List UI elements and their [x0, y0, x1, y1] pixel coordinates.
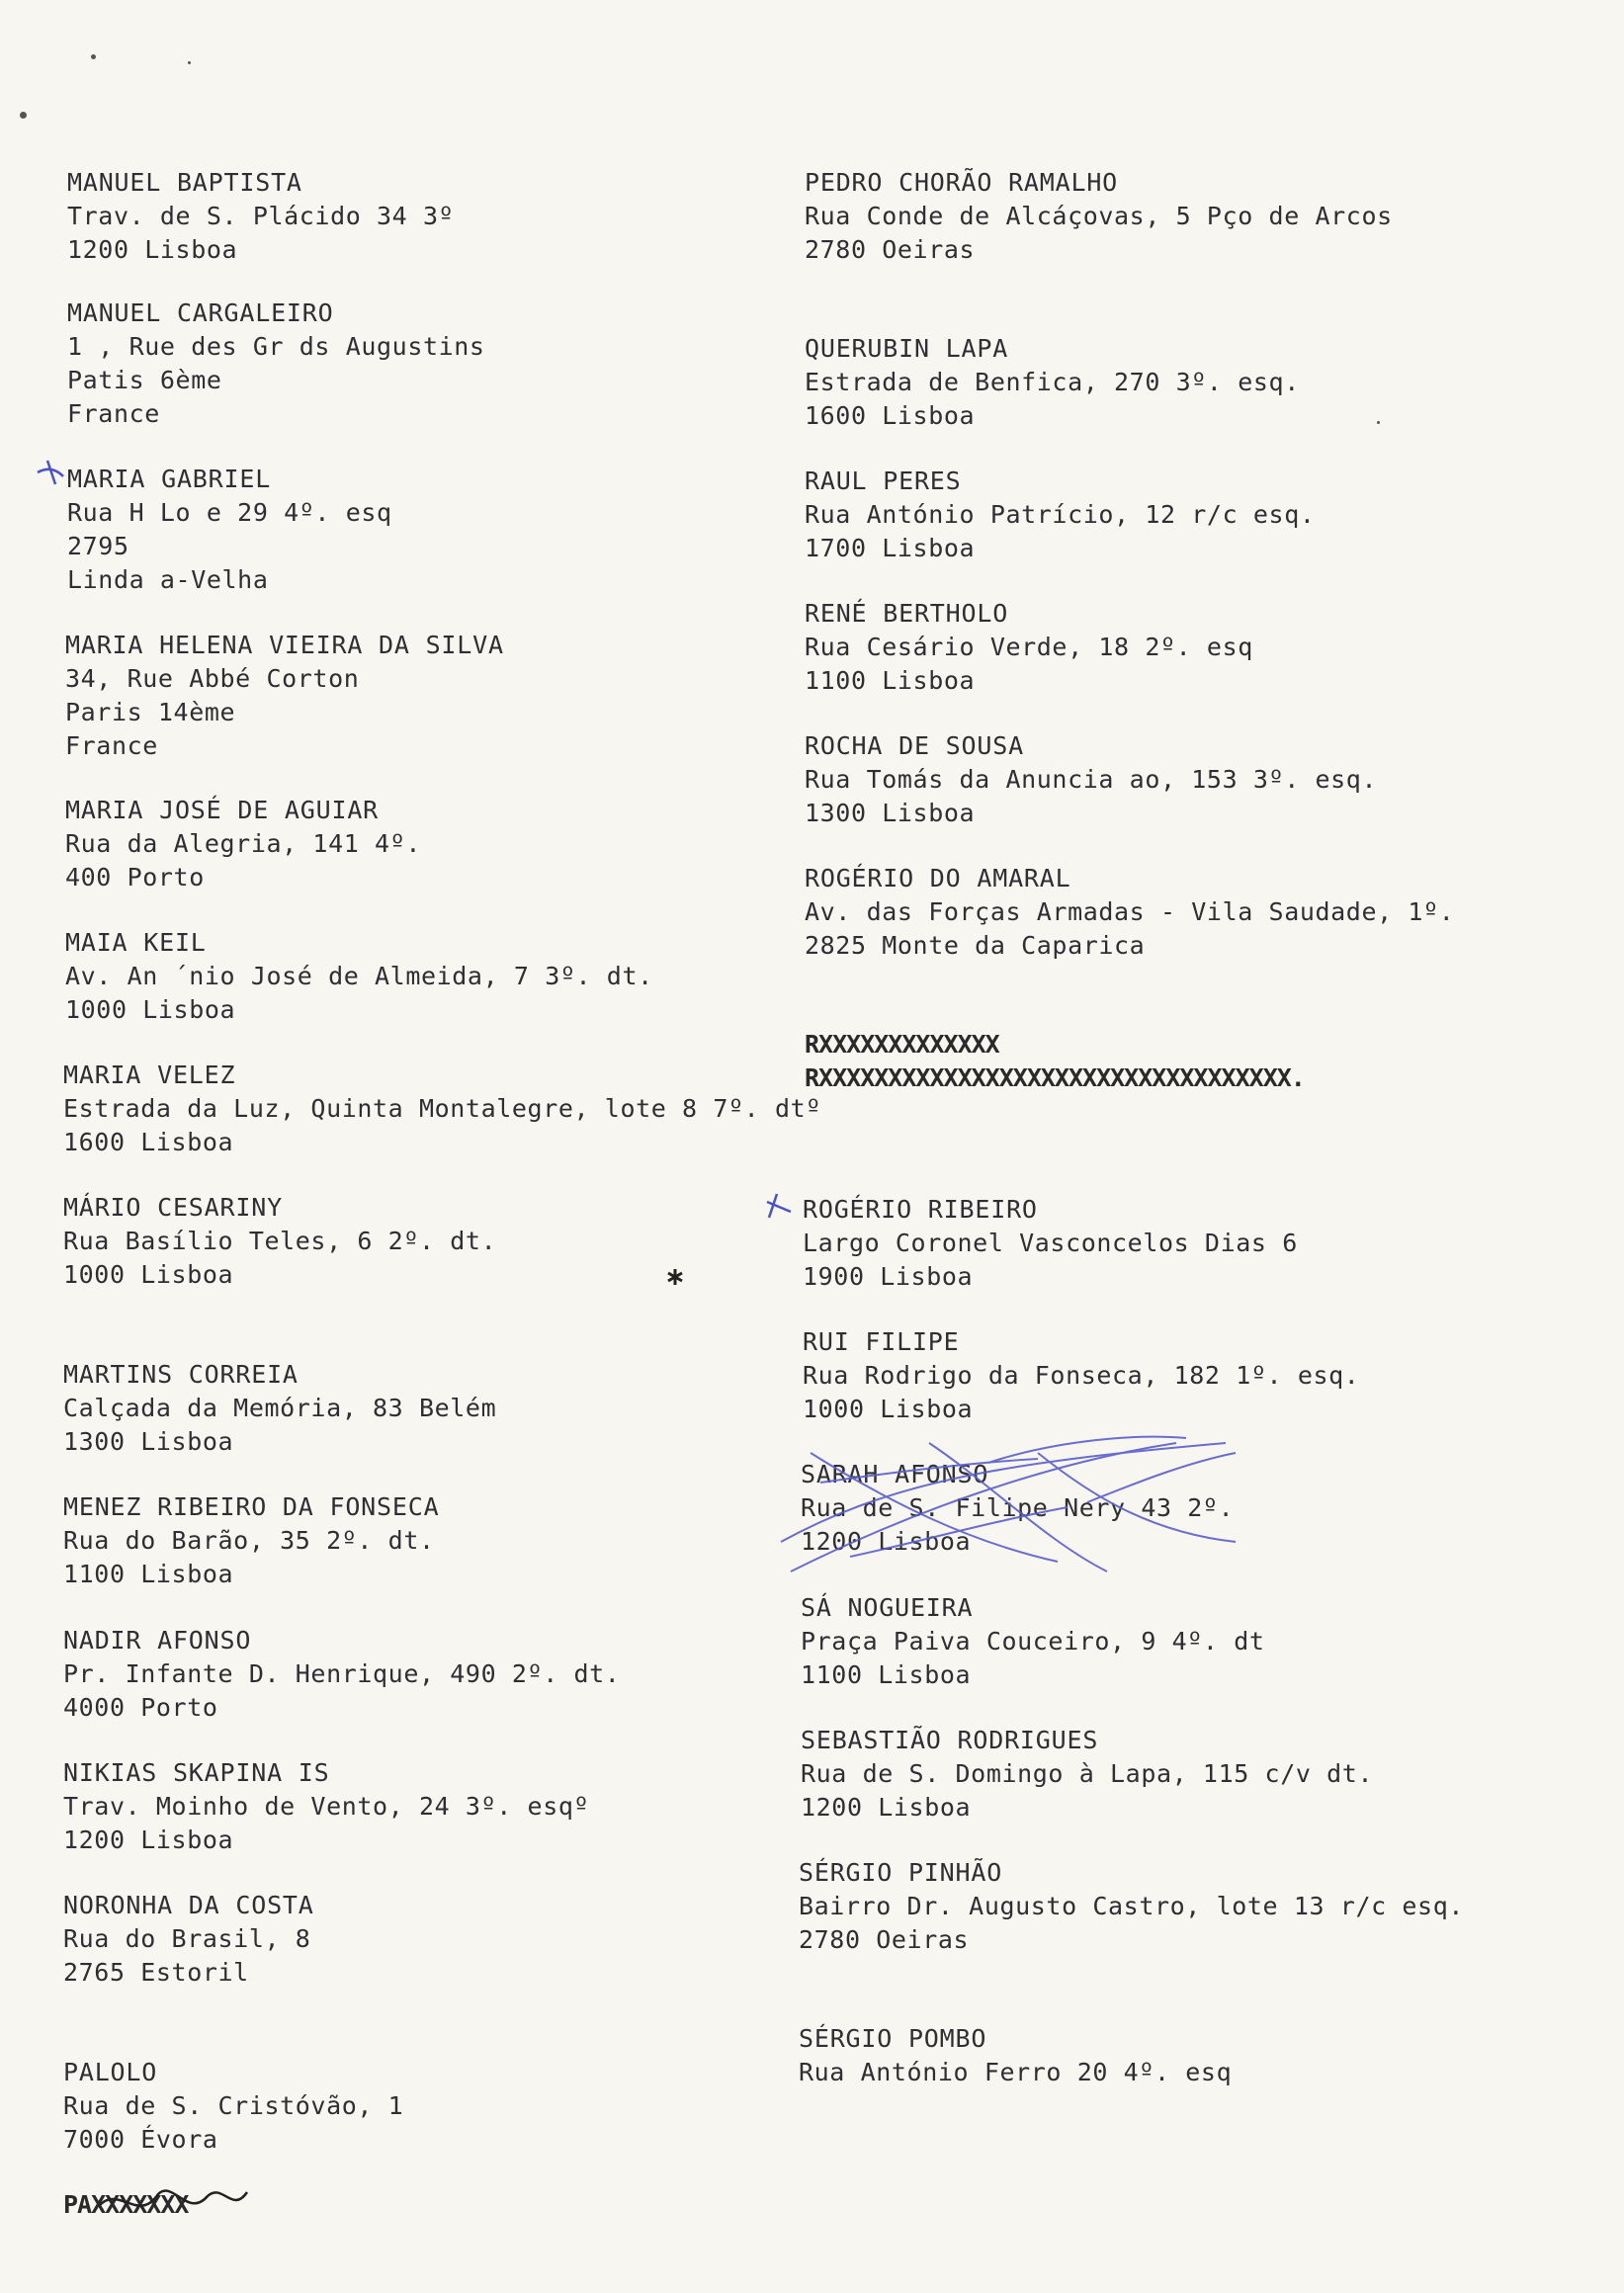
entry-address-line: 1600 Lisboa	[805, 401, 976, 430]
entry-address-line: 1200 Lisboa	[801, 1793, 972, 1822]
entry-address-line: Rua Rodrigo da Fonseca, 182 1º. esq.	[803, 1361, 1360, 1390]
entry-name: MARIA GABRIEL	[67, 465, 272, 493]
entry-address-line: Rua de S. Filipe Nery 43 2º.	[801, 1493, 1235, 1522]
entry-name: MARTINS CORREIA	[63, 1360, 299, 1389]
entry-name: NORONHA DA COSTA	[63, 1891, 314, 1919]
struck-out-name: RXXXXXXXXXXXXX	[805, 1030, 999, 1059]
entry-address-line: 2795	[67, 532, 129, 560]
entry-nadir-afonso	[63, 1624, 620, 1725]
entry-sa-nogueira	[801, 1591, 1265, 1692]
entry-address-line: Calçada da Memória, 83 Belém	[63, 1394, 497, 1422]
paper-speck	[1377, 421, 1380, 424]
entry-menez-ribeiro-da-fonseca	[63, 1490, 439, 1591]
entry-address-line: Rua de S. Domingo à Lapa, 115 c/v dt.	[801, 1759, 1374, 1788]
tick-mark-icon	[767, 1194, 791, 1218]
entry-querubin-lapa	[805, 332, 1300, 433]
entry-name: ROGÉRIO RIBEIRO	[803, 1195, 1038, 1224]
entry-palolo	[63, 2056, 403, 2157]
entry-name: RAUL PERES	[805, 467, 962, 495]
entry-address-line: 1100 Lisboa	[801, 1660, 972, 1689]
entry-name: ROCHA DE SOUSA	[805, 731, 1024, 760]
entry-address-line: 1900 Lisboa	[803, 1262, 974, 1291]
entry-name: MANUEL CARGALEIRO	[67, 298, 334, 327]
entry-rui-filipe	[803, 1325, 1359, 1426]
entry-address-line: 1300 Lisboa	[63, 1427, 234, 1456]
entry-rocha-de-sousa	[805, 729, 1377, 830]
entry-address-line: 2825 Monte da Caparica	[805, 931, 1146, 960]
entry-name: MENEZ RIBEIRO DA FONSECA	[63, 1492, 440, 1521]
entry-address-line: Rua da Alegria, 141 4º.	[65, 829, 421, 858]
entry-address-line: 1700 Lisboa	[805, 534, 976, 562]
entry-address-line: Rua António Ferro 20 4º. esq	[799, 2058, 1233, 2086]
entry-name: RENÉ BERTHOLO	[805, 599, 1009, 628]
entry-address-line: Trav. de S. Plácido 34 3º	[67, 202, 455, 230]
asterisk-icon	[668, 1269, 682, 1285]
entry-name: MANUEL BAPTISTA	[67, 168, 302, 197]
entry-raul-peres	[805, 465, 1316, 565]
entry-name: SARAH AFONSO	[801, 1460, 989, 1488]
entry-address-line: Linda a-Velha	[67, 565, 269, 594]
entry-address-line: France	[65, 731, 158, 760]
entry-address-line: Rua do Barão, 35 2º. dt.	[63, 1526, 435, 1555]
entry-name: MARIA VELEZ	[63, 1061, 236, 1089]
tick-mark-icon	[38, 461, 63, 484]
entry-address-line: 1600 Lisboa	[63, 1128, 234, 1156]
entry-address-line: Pr. Infante D. Henrique, 490 2º. dt.	[63, 1659, 621, 1688]
paper-speck	[20, 112, 27, 119]
entry-martins-correia	[63, 1358, 496, 1459]
entry-address-line: 1200 Lisboa	[801, 1527, 972, 1556]
entry-address-line: Rua de S. Cristóvão, 1	[63, 2091, 404, 2120]
entry-maria-gabriel	[67, 463, 392, 597]
entry-address-line: 1100 Lisboa	[63, 1560, 234, 1588]
entry-rogerio-do-amaral	[805, 862, 1454, 963]
entry-maria-helena-vieira-da-silva	[65, 629, 504, 763]
entry-address-line: 1000 Lisboa	[65, 995, 236, 1024]
entry-address-line: Rua Cesário Verde, 18 2º. esq	[805, 633, 1253, 661]
entry-address-line: 7000 Évora	[63, 2125, 218, 2154]
entry-address-line: 1000 Lisboa	[63, 1260, 234, 1289]
paper-speck	[188, 61, 191, 64]
entry-name: MARIA HELENA VIEIRA DA SILVA	[65, 631, 504, 659]
entry-address-line: Rua H Lo e 29 4º. esq	[67, 498, 392, 527]
entry-manuel-cargaleiro	[67, 297, 485, 431]
entry-name: SÉRGIO PINHÃO	[799, 1858, 1003, 1887]
struck-out-entry	[805, 1028, 1305, 1095]
entry-sebastiao-rodrigues	[801, 1724, 1373, 1825]
entry-name: PEDRO CHORÃO RAMALHO	[805, 168, 1119, 197]
entry-address-line: Av. An ´nio José de Almeida, 7 3º. dt.	[65, 962, 653, 990]
entry-name: NIKIAS SKAPINA IS	[63, 1758, 330, 1787]
entry-name: QUERUBIN LAPA	[805, 334, 1009, 363]
entry-manuel-baptista	[67, 166, 454, 267]
entry-address-line: Rua Basílio Teles, 6 2º. dt.	[63, 1227, 497, 1255]
entry-address-line: Rua Conde de Alcáçovas, 5 Pço de Arcos	[805, 202, 1393, 230]
entry-maria-jose-de-aguiar	[65, 794, 421, 894]
entry-address-line: 2780 Oeiras	[805, 235, 976, 264]
entry-rogerio-ribeiro	[803, 1193, 1298, 1294]
entry-sarah-afonso	[801, 1458, 1234, 1559]
struck-out-word: PAXXXXXXX	[63, 2190, 189, 2219]
entry-mario-cesariny	[63, 1191, 496, 1292]
paper-speck	[91, 54, 96, 59]
entry-address-line: Rua António Patrício, 12 r/c esq.	[805, 500, 1316, 529]
entry-address-line: 1300 Lisboa	[805, 799, 976, 827]
entry-maria-velez	[63, 1059, 821, 1159]
entry-nikias-skapinakis	[63, 1756, 589, 1857]
entry-noronha-da-costa	[63, 1889, 314, 1990]
entry-address-line: 4000 Porto	[63, 1693, 218, 1722]
entry-address-line: 1200 Lisboa	[63, 1826, 234, 1854]
entry-name: RUI FILIPE	[803, 1327, 960, 1356]
entry-name: SEBASTIÃO RODRIGUES	[801, 1726, 1099, 1754]
entry-address-line: 34, Rue Abbé Corton	[65, 664, 360, 693]
entry-address-line: 1100 Lisboa	[805, 666, 976, 695]
entry-address-line: 2765 Estoril	[63, 1958, 249, 1987]
entry-address-line: Rua Tomás da Anuncia ao, 153 3º. esq.	[805, 765, 1378, 794]
entry-address-line: 2780 Oeiras	[799, 1925, 970, 1954]
entry-name: MAIA KEIL	[65, 928, 207, 957]
entry-rene-bertholo	[805, 597, 1253, 698]
entry-address-line: France	[67, 399, 160, 428]
entry-name: PALOLO	[63, 2058, 158, 2086]
entry-address-line: Rua do Brasil, 8	[63, 1924, 311, 1953]
entry-address-line: Estrada da Luz, Quinta Montalegre, lote 8 7º. dtº	[63, 1094, 821, 1123]
entry-address-line: Patis 6ème	[67, 366, 222, 394]
entry-name: ROGÉRIO DO AMARAL	[805, 864, 1071, 892]
entry-address-line: 1 , Rue des Gr ds Augustins	[67, 332, 485, 361]
entry-name: NADIR AFONSO	[63, 1626, 252, 1655]
entry-name: MÁRIO CESARINY	[63, 1193, 283, 1222]
entry-address-line: Trav. Moinho de Vento, 24 3º. esqº	[63, 1792, 590, 1821]
entry-address-line: Praça Paiva Couceiro, 9 4º. dt	[801, 1627, 1265, 1656]
entry-address-line: Estrada de Benfica, 270 3º. esq.	[805, 368, 1300, 396]
entry-maia-keil	[65, 926, 653, 1027]
struck-out-line: RXXXXXXXXXXXXXXXXXXXXXXXXXXXXXXXXXX.	[805, 1063, 1305, 1092]
entry-address-line: Av. das Forças Armadas - Vila Saudade, 1º.	[805, 897, 1455, 926]
entry-name: MARIA JOSÉ DE AGUIAR	[65, 796, 380, 824]
entry-address-line: 400 Porto	[65, 863, 205, 892]
entry-sergio-pinhao	[799, 1856, 1464, 1957]
entry-address-line: Largo Coronel Vasconcelos Dias 6	[803, 1229, 1298, 1257]
entry-address-line: 1000 Lisboa	[803, 1395, 974, 1423]
entry-name: SÁ NOGUEIRA	[801, 1593, 974, 1622]
entry-pedro-chorao-ramalho	[805, 166, 1393, 267]
entry-address-line: Paris 14ème	[65, 698, 236, 726]
entry-address-line: 1200 Lisboa	[67, 235, 238, 264]
entry-sergio-pombo	[799, 2022, 1232, 2089]
entry-address-line: Bairro Dr. Augusto Castro, lote 13 r/c esq.	[799, 1892, 1465, 1920]
entry-name: SÉRGIO POMBO	[799, 2024, 987, 2053]
